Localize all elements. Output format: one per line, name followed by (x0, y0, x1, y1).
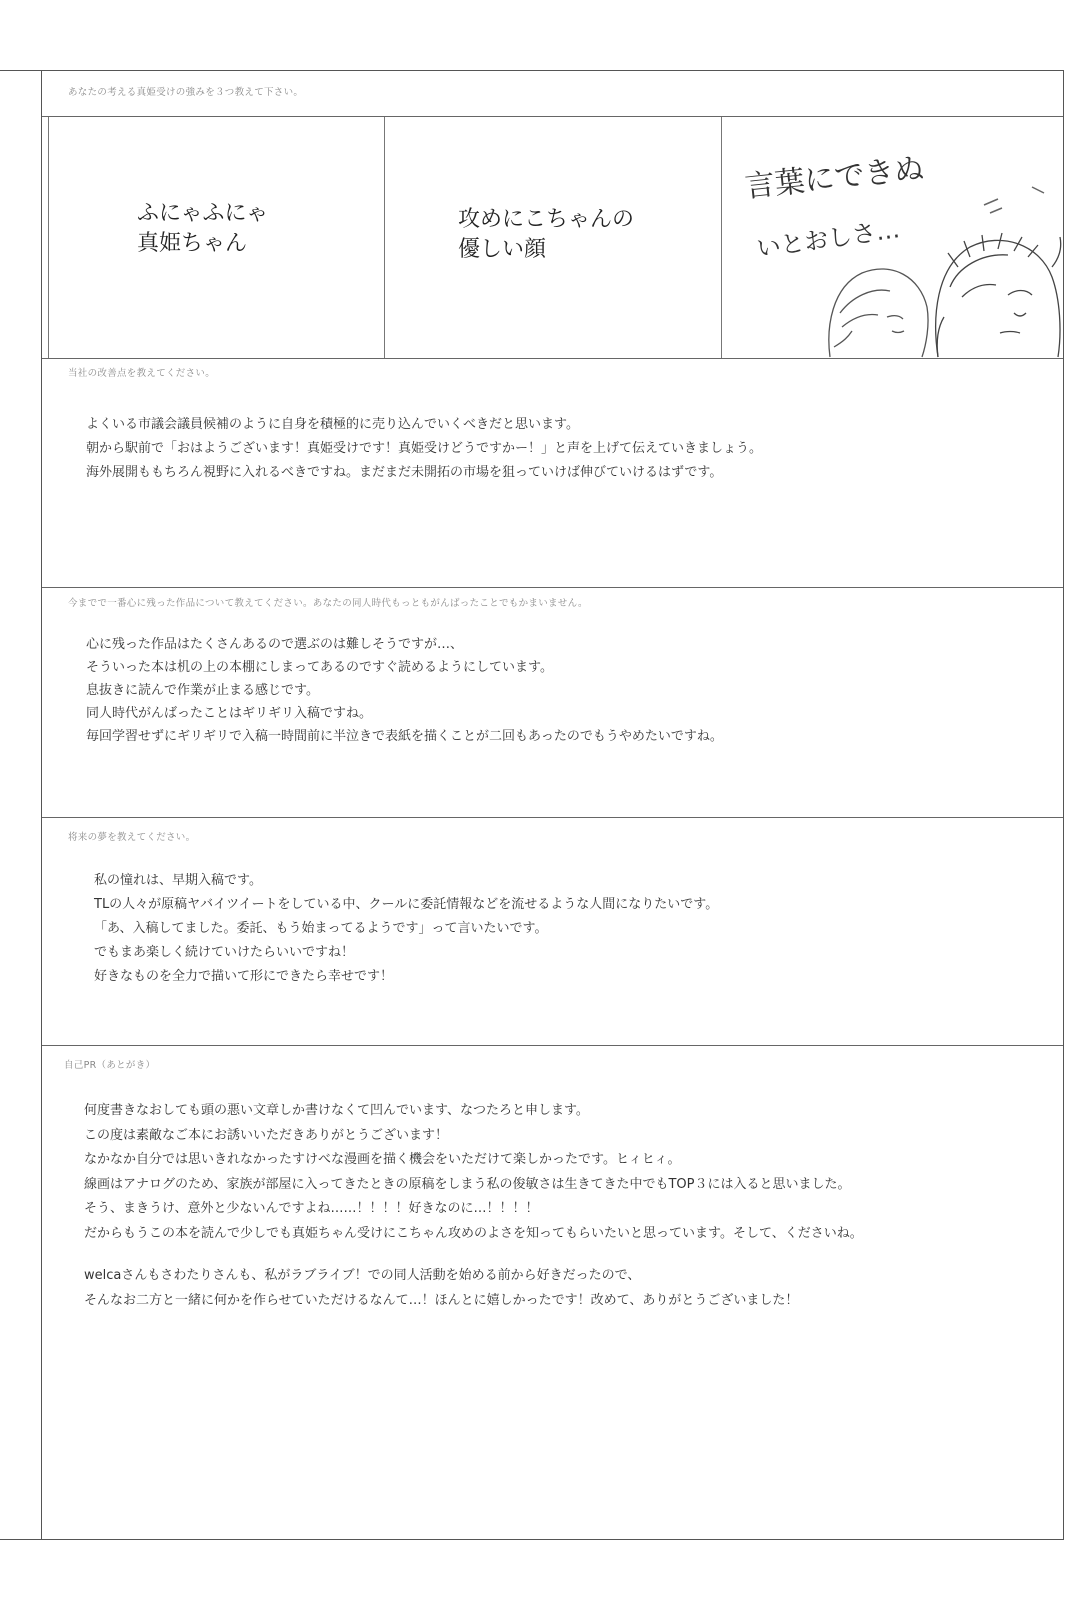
strengths-boxes (42, 116, 1063, 359)
strength-2-text: 攻めにこちゃんの 優しい顔 (458, 207, 635, 262)
questionnaire-sheet (0, 70, 1064, 1540)
q2-label: 当社の改善点を教えてください。 (68, 368, 216, 379)
q1-section (42, 71, 1063, 116)
q4-section (42, 817, 1063, 1045)
q5-label: 自己PR（あとがき） (64, 1060, 156, 1071)
q1-label: あなたの考える真姫受けの強みを３つ教えて下さい。 (68, 87, 304, 98)
strength-1-text: ふにゃふにゃ 真姫ちゃん (137, 201, 269, 256)
q5-section (42, 1045, 1063, 1541)
handwritten-line-1: 言葉にできぬ (743, 151, 926, 205)
handwritten-line-2: いとおしさ… (754, 215, 902, 263)
character-sketch-left (829, 269, 928, 357)
q3-section (42, 587, 1063, 817)
strength-box-1 (48, 117, 385, 358)
q2-section (42, 357, 1063, 587)
character-sketch-right (936, 233, 1061, 357)
q4-label: 将来の夢を教えてください。 (68, 832, 196, 843)
strength-box-3 (722, 117, 1063, 358)
q3-label: 今までで一番心に残った作品について教えてください。あなたの同人時代もっともがんばったことでもかまいません。 (68, 598, 588, 609)
q3-answer: 心に残った作品はたくさんあるので選ぶのは難しそうですが…、 そういった本は机の上の本棚にしまってあるのですぐ読めるようにしています。 息抜きに読んで作業が止まる感じです。 同人時代がんばったことはギリギリ入稿ですね。 毎回学習せずにギリギリで入稿一時間前に半泣きで表紙を描くことが二回もあったのでもうやめたいですね。 (86, 637, 723, 744)
q5-answer: 何度書きなおしても頭の悪い文章しか書けなくて凹んでいます、なつたろと申します。 この度は素敵なご本にお誘いいただきありがとうございます！ なかなか自分では思いきれなかったすけべな漫画を描く機会をいただけて楽しかったです。ヒィヒィ。 線画はアナログのため、家族が部屋に入ってきたときの原稿をしまう私の俊敏さは生きてきた中でもTOP３には入ると思いました。 そう、まきうけ、意外と少ないんですよね……！！！！好きなのに…！！！！ だからもうこの本を読んで少しでも真姫ちゃん受けにこちゃん攻めのよさを知ってもらいたいと思っています。そして、くださいね。 welcaさんもさわたりさんも、私がラブライブ！での同人活動を始める前から好きだったので、 そんなお二方と一緒に何かを作らせていただけるなんて…！ほんとに嬉しかったです！改めて、ありがとうございました！ (84, 1103, 863, 1308)
q4-answer: 私の憧れは、早期入稿です。 TLの人々が原稿ヤバイツイートをしている中、クールに委託情報などを流せるような人間になりたいです。 「あ、入稿してました。委託、もう始まってるようです」って言いたいです。 でもまあ楽しく続けていけたらいいですね！ 好きなものを全力で描いて形にできたら幸せです！ (94, 873, 719, 984)
strength-box-2 (385, 117, 722, 358)
handwritten-sketch (722, 117, 1066, 358)
q2-answer: よくいる市議会議員候補のように自身を積極的に売り込んでいくべきだと思います。 朝から駅前で「おはようございます！真姫受けです！真姫受けどうですかー！」と声を上げて伝えていきましょう。 海外展開ももちろん視野に入れるべきですね。まだまだ未開拓の市場を狙っていけば伸びていけるはずです。 (86, 417, 763, 480)
